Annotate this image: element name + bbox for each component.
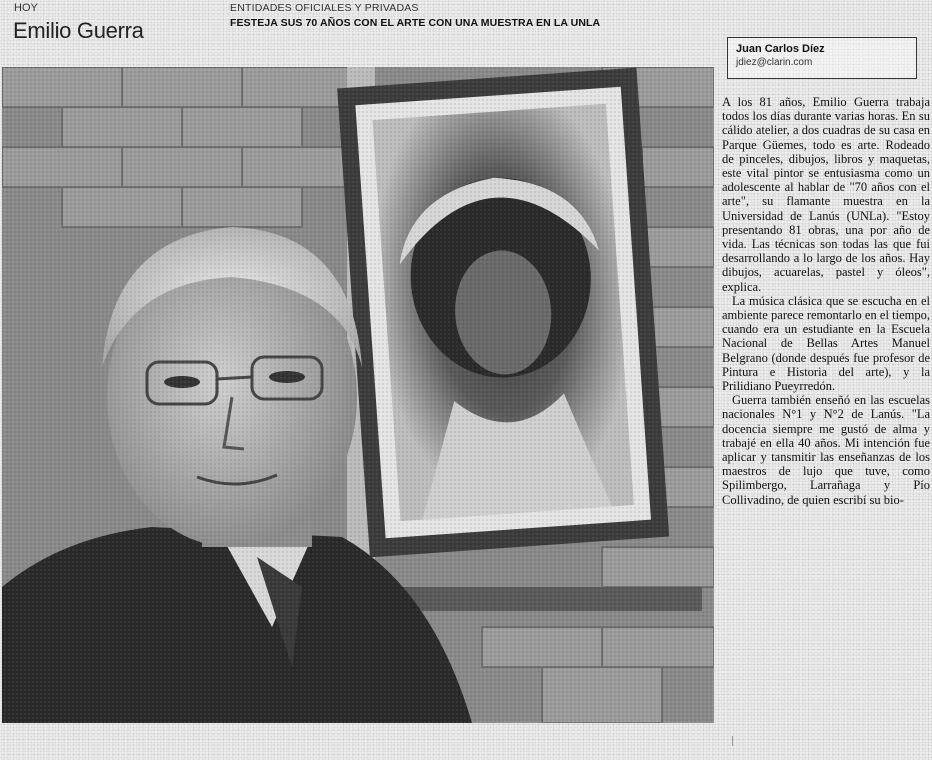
- stray-mark: [732, 736, 733, 746]
- photo-portrait-icon: [2, 67, 714, 723]
- headline-kicker: ENTIDADES OFICIALES Y PRIVADAS: [230, 2, 419, 14]
- article-paragraph: Guerra también enseñó en las escuelas nacionales N°1 y N°2 de Lanús. "La docencia siempre me gustó de alma y trabajé en ella 40 años. Mi intención fue aplicar y tansmitir las enseñanzas de los maestros de lujo que tuve, como Spilimbergo, Larrañaga y Pío Collivadino, de quien escribí su bio-: [722, 393, 930, 507]
- section-label: HOY: [14, 2, 38, 14]
- article-body: [722, 95, 930, 507]
- byline-email: jdiez@clarin.com: [736, 57, 813, 68]
- article-paragraph: A los 81 años, Emilio Guerra trabaja todos los días durante varias horas. En su cálido atelier, a dos cuadras de su casa en Parque Güemes, todo es arte. Rodeado de pinceles, dibujos, libros y maquetas, este vital pintor se entusiasma como un adolescente al hablar de "70 años con el arte", su flamante muestra en la Universidad de Lanús (UNLa). "Estoy presentando 81 obras, una por año de vida. Las técnicas son todas las que fui desarrollando a lo largo de los años. Hay dibujos, acuarelas, pastel y óleos", explica.: [722, 95, 930, 294]
- byline-author: Juan Carlos Díez: [736, 43, 825, 55]
- article-photo: [2, 67, 714, 723]
- headline: FESTEJA SUS 70 AÑOS CON EL ARTE CON UNA MUESTRA EN LA UNLA: [230, 17, 601, 29]
- byline-box: [727, 37, 917, 79]
- person-name-title: Emilio Guerra: [13, 18, 144, 43]
- article-paragraph: La música clásica que se escucha en el ambiente parece remontarlo en el tiempo, cuando era un estudiante en la Escuela Nacional de Bellas Artes Manuel Belgrano (donde después fue profesor de Pintura e Historia del arte), y la Prilidiano Pueyrredón.: [722, 293, 930, 394]
